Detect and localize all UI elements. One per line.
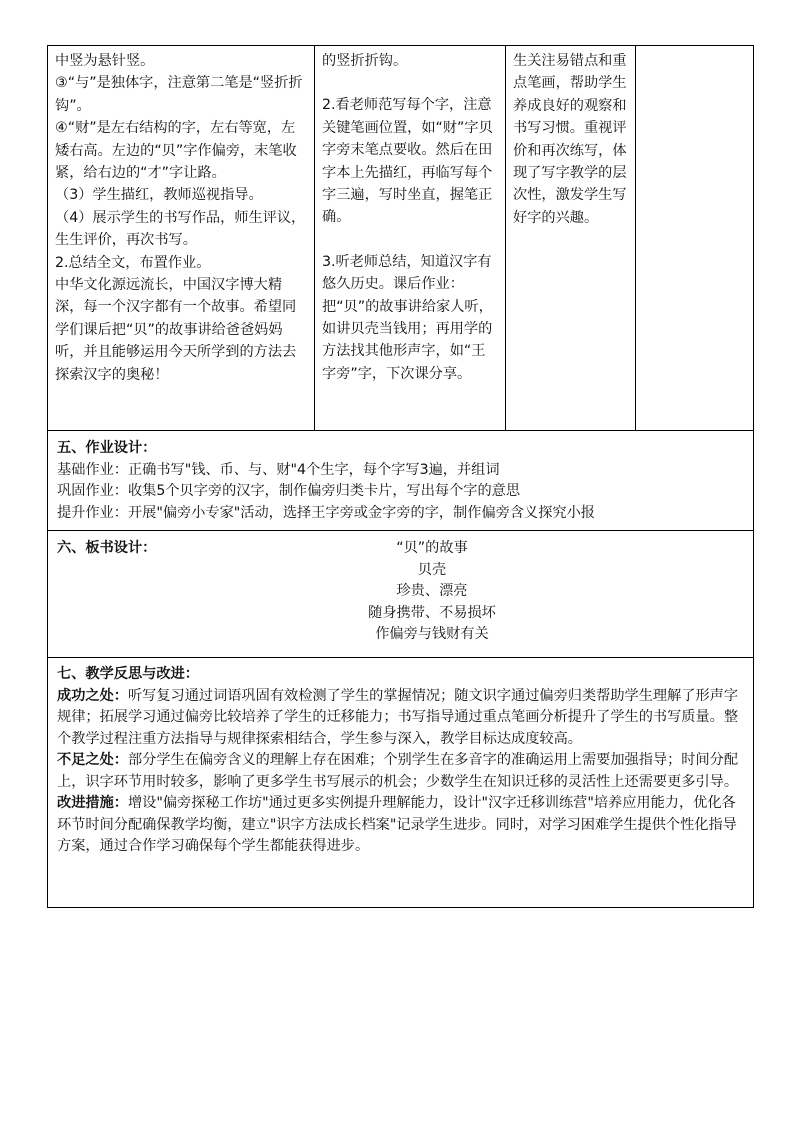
design-intent-cell (506, 46, 636, 431)
text-line: ④“财”是左右结构的字，左右等宽，左矮右高。左边的“贝”字作偏旁，末笔收紧，给右边的“才”字让路。 (55, 120, 297, 182)
reflection-cell (48, 658, 754, 908)
board-line: 随身携带、不易损坏 (368, 604, 496, 621)
homework-line: 基础作业：正确书写"钱、币、与、财"4个生字，每个字写3遍，并组词 (57, 461, 500, 478)
success-text: 听写复习通过词语巩固有效检测了学生的掌握情况；随文识字通过偏旁归类帮助学生理解了形声字规律；拓展学习通过偏旁比较培养了学生的迁移能力；书写指导通过重点笔画分析提升了学生的书写质量。整个教学过程注重方法指导与规律探索相结合，学生参与深入，教学目标达成度较高。 (57, 687, 739, 747)
board-cell (48, 531, 754, 658)
text-line: （4）展示学生的书写作品，师生评议，生生评价，再次书写。 (55, 209, 306, 249)
board-row (48, 531, 754, 658)
text-line: 生关注易错点和重点笔画，帮助学生养成良好的观察和书写习惯。重视评价和再次练写，体现了写字教学的层次性，激发学生写好字的兴趣。 (513, 53, 627, 226)
shortcoming-paragraph (57, 750, 745, 793)
lesson-plan-page (47, 45, 753, 908)
board-line: 贝壳 (417, 561, 447, 578)
text-line: 2.看老师范写每个字，注意关键笔画位置，如“财”字贝字旁末笔点要收。然后在田字本上先描红，再临写每个字三遍，写时坐直，握笔正确。 (322, 97, 493, 226)
text-line: 中竖为悬针竖。 (55, 53, 155, 69)
text-line: 中华文化源远流长，中国汉字博大精深，每一个汉字都有一个故事。希望同学们课后把“贝”的故事讲给爸爸妈妈听，并且能够运用今天所学到的方法去探索汉字的奥秘！ (55, 277, 297, 383)
text-line: 3.听老师总结，知道汉字有悠久历史。课后作业：把“贝”的故事讲给家人听，如讲贝壳当钱用；再用学的方法找其他形声字，如“王字旁”字，下次课分享。 (322, 253, 493, 382)
student-activity-cell (315, 46, 506, 431)
empty-cell (636, 46, 754, 431)
board-line: 珍贵、漂亮 (396, 583, 468, 599)
improve-text: 增设"偏旁探秘工作坊"通过更多实例提升理解能力，设计"汉字迁移训练营"培养应用能力，优化各环节时间分配确保教学均衡，建立"识字方法成长档案"记录学生进步。同时，对学习困难学生提供个性化指导方案，通过合作学习确保每个学生都能获得进步。 (57, 795, 737, 854)
text-line: ③“与”是独体字，注意第二笔是“竖折折钩”。 (55, 75, 303, 114)
text-line: （3）学生描红，教师巡视指导。 (55, 187, 263, 204)
text-line: 2.总结全文，布置作业。 (55, 254, 211, 271)
teacher-activity-cell (48, 46, 315, 431)
homework-row (48, 431, 754, 531)
text-line: 的竖折折钩。 (322, 53, 408, 69)
board-line: “贝”的故事 (396, 540, 468, 556)
section-title: 五、作业设计： (57, 440, 157, 456)
homework-cell (48, 431, 754, 531)
homework-line: 巩固作业：收集5个贝字旁的汉字，制作偏旁归类卡片，写出每个字的意思 (57, 483, 521, 499)
board-content (252, 538, 612, 646)
board-line: 作偏旁与钱财有关 (375, 626, 489, 642)
improve-paragraph (57, 793, 745, 858)
lesson-plan-table (47, 45, 754, 908)
homework-line: 提升作业：开展"偏旁小专家"活动，选择王字旁或金字旁的字，制作偏旁含义探究小报 (57, 504, 595, 521)
success-paragraph (57, 686, 745, 751)
reflection-row (48, 658, 754, 908)
section-title: 六、板书设计： (57, 540, 157, 556)
shortcoming-label: 不足之处： (57, 752, 128, 768)
success-label: 成功之处： (57, 687, 128, 704)
improve-label: 改进措施： (57, 795, 128, 811)
teaching-process-row (48, 46, 754, 431)
section-title: 七、教学反思与改进： (57, 666, 199, 682)
shortcoming-text: 部分学生在偏旁含义的理解上存在困难；个别学生在多音字的准确运用上需要加强指导；时间分配上，识字环节用时较多，影响了更多学生书写展示的机会；少数学生在知识迁移的灵活性上还需要更多引导。 (57, 752, 739, 790)
